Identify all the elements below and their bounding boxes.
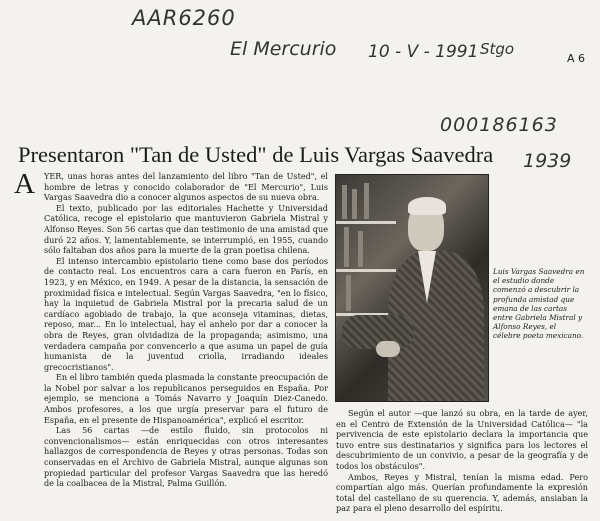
person-hair xyxy=(408,197,446,215)
handwritten-year: 1939 xyxy=(523,150,572,172)
article-paragraph: El texto, publicado por las editoriales Hachette y Universidad Católica, recoge el epistolario que mantuvieron Gabriela Mistral y Alfonso Reyes. Son 56 cartas que dan testimonio de una amistad que duró 22 años. Y, lamentablemente, se interrumpió, en 1955, cuando sólo faltaban dos años para la muerte de la gran poetisa chilena. xyxy=(44,202,328,256)
drop-cap: A xyxy=(14,168,35,200)
article-right-column xyxy=(336,408,588,514)
bookshelf-spine xyxy=(352,189,357,219)
handwritten-city: Stgo xyxy=(480,40,515,58)
article-paragraph: Ambos, Reyes y Mistral, tenían la misma edad. Pero compartían algo más. Querían profundamente la expresión total del castellano de su querencia. Y, además, ansiaban la paz para el pleno desarrollo del espíritu. xyxy=(336,471,588,514)
page-number: A 6 xyxy=(567,52,586,65)
bookshelf-shelf xyxy=(336,269,396,272)
article-paragraph: Las 56 cartas —de estilo fluido, sin protocolos ni convencionalismos— están enriquecidas con otros interesantes hallazgos de correspondencia de Reyes y otras personas. Todas son conservadas en el Archivo de Gabriela Mistral, aunque algunas son propiedad particular del profesor Vargas Saavedra que las heredó de la coalbacea de la Mistral, Palma Guillón. xyxy=(44,425,328,489)
handwritten-source-name: El Mercurio xyxy=(230,38,337,60)
bookshelf-spine xyxy=(346,275,351,311)
bookshelf-shelf xyxy=(336,221,396,224)
author-photo xyxy=(335,174,489,402)
article-paragraph: En el libro también queda plasmada la constante preocupación de la Nobel por salvar a los republicanos perseguidos en España. Por ejemplo, se menciona a Tomás Navarro y Joaquín Diez-Canedo. Ambos profesores, a los que urgía preservar para el futuro de España, en el presente de Hispanoamérica", explicó el escritor. xyxy=(44,372,328,425)
bookshelf-spine xyxy=(344,227,349,267)
person-hand xyxy=(376,341,400,357)
handwritten-record-id: 000186163 xyxy=(440,114,558,136)
photo-caption: Luis Vargas Saavedra en el estudio donde comenzó a descubrir la profunda amistad que emana de las cartas entre Gabriela Mistral y Alfonso Reyes, el célebre poeta mexicano. xyxy=(493,267,585,341)
bookshelf-spine xyxy=(358,231,363,267)
article-paragraph: El intenso intercambio epistolario tiene como base dos períodos de contacto real. Los encuentros cara a cara fueron en París, en 1923, y en México, en 1949. A pesar de la distancia, la sensación de proximidad física e intelectual. Según Vargas Saavedra, "en lo físico, hay la inquietud de Gabriela Mistral por la precaria salud de un cardíaco agobiado de trabajo, la que aconseja vitaminas, dietas, reposo, mar... En lo intelectual, hay el anhelo por dar a conocer la obra de Reyes, gran olvidadiza de la propaganda; asimismo, una verdadera campaña por convencerlo a que asuma un papel de guía humanista de la juventud criolla, irradiando ideales grecocristianos". xyxy=(44,255,328,372)
paragraph-text: YER, unas horas antes del lanzamiento del libro "Tan de Usted", el hombre de letras y conocido colaborador de "El Mercurio", Luis Vargas Saavedra dio a conocer algunos aspectos de su nueva obra. xyxy=(44,171,328,203)
bookshelf-spine xyxy=(342,185,347,219)
bookshelf-spine xyxy=(364,183,369,219)
article-paragraph xyxy=(14,168,328,203)
article-headline: Presentaron "Tan de Usted" de Luis Vargas Saavedra xyxy=(18,142,494,167)
handwritten-catalog-code: AAR6260 xyxy=(132,6,236,30)
handwritten-date: 10 - V - 1991 xyxy=(368,42,479,62)
article-left-column xyxy=(14,168,328,489)
article-paragraph: Según el autor —que lanzó su obra, en la tarde de ayer, en el Centro de Extensión de la Universidad Católica— "la pervivencia de este epistolario declara la importancia que tuvo entre sus destinatarios y significa para los lectores el descubrimiento de un convivio, a pesar de la geografía y de todos los obstáculos". xyxy=(336,408,588,471)
